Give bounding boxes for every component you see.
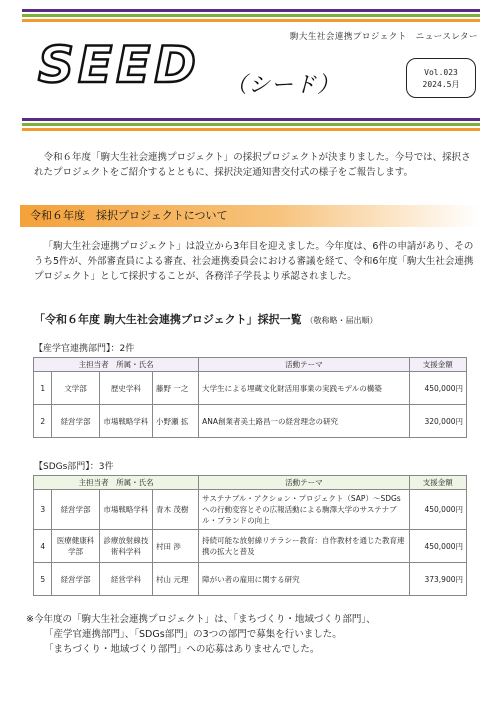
row-department: 診療放射線技術科学科 xyxy=(99,530,152,563)
row-theme: 大学生による埋蔵文化財活用事業の実践モデルの構築 xyxy=(199,372,409,405)
category-label-industry: 【産学官連携部門】：2件 xyxy=(34,344,135,354)
intro-paragraph: 令和６年度「駒大生社会連携プロジェクト」の採択プロジェクトが決まりました。今号では、採択されたプロジェクトをご紹介するとともに、採択決定通知書交付式の様子をご報告します。 xyxy=(34,152,471,178)
table-industry xyxy=(33,357,467,438)
volume-number: Vol.023 xyxy=(424,68,458,77)
table-sdgs xyxy=(33,475,467,596)
row-department: 市場戦略学科 xyxy=(99,490,152,530)
section-heading: 令和６年度 採択プロジェクトについて xyxy=(20,205,480,227)
table-row xyxy=(34,405,467,438)
row-theme: 障がい者の雇用に関する研究 xyxy=(199,563,409,596)
row-amount: 450,000円 xyxy=(409,490,467,530)
newsletter-series-label: 駒大生社会連携プロジェクト ニュースレター xyxy=(289,32,478,42)
body-paragraph: 「駒大生社会連携プロジェクト」は設立から3年目を迎えました。今年度は、6件の申請があり、そのうち5件が、外部審査員による審査、社会連携委員会における審議を経て、令和6年度「駒大生社会連携プロジェクト」として採択することが、各務洋子学長より承認されました。 xyxy=(34,241,474,282)
row-name: 藤野 一之 xyxy=(153,372,199,405)
row-name: 村田 渉 xyxy=(153,530,199,563)
row-number: 4 xyxy=(34,530,52,563)
issue-date: 2024.5月 xyxy=(422,80,460,89)
row-name: 青木 茂樹 xyxy=(153,490,199,530)
row-amount: 450,000円 xyxy=(409,372,467,405)
row-number: 1 xyxy=(34,372,52,405)
row-department: 歴史学科 xyxy=(99,372,152,405)
header-divider-band xyxy=(22,118,480,133)
col-theme: 活動テーマ xyxy=(199,358,409,372)
row-theme: サステナブル・アクション・プロジェクト（SAP）～SDGsへの行動変容とその広報活動による駒澤大学のサステナブル・ブランドの向上 xyxy=(199,490,409,530)
row-faculty: 文学部 xyxy=(52,372,99,405)
table-row xyxy=(34,563,467,596)
footnote-line: 「産学官連携部門」、「SDGs部門」の3つの部門で募集を行いました。 xyxy=(44,629,342,640)
row-number: 5 xyxy=(34,563,52,596)
row-amount: 320,000円 xyxy=(409,405,467,438)
top-stripe-band xyxy=(22,9,480,24)
row-number: 2 xyxy=(34,405,52,438)
row-faculty: 経営学部 xyxy=(52,563,99,596)
list-note: （敬称略・届出順） xyxy=(305,316,378,325)
row-department: 経営学科 xyxy=(99,563,152,596)
col-theme: 活動テーマ xyxy=(199,476,409,490)
volume-badge xyxy=(406,58,476,98)
row-amount: 373,900円 xyxy=(409,563,467,596)
list-title xyxy=(34,311,377,327)
col-amount: 支援金額 xyxy=(409,476,467,490)
newsletter-title: SEED xyxy=(38,36,200,94)
row-faculty: 経営学部 xyxy=(52,490,99,530)
row-faculty: 経営学部 xyxy=(52,405,99,438)
newsletter-subtitle: （シード） xyxy=(225,73,341,98)
table-row xyxy=(34,530,467,563)
row-theme: 持続可能な放射線リテラシー教育：自作教材を通じた教育連携の拡大と普及 xyxy=(199,530,409,563)
row-theme: ANA創業者美土路昌一の経営理念の研究 xyxy=(199,405,409,438)
col-owner: 主担当者 所属・氏名 xyxy=(34,476,199,490)
table-row xyxy=(34,490,467,530)
category-label-sdgs: 【SDGs部門】：3件 xyxy=(34,462,114,472)
row-faculty: 医療健康科学部 xyxy=(52,530,99,563)
footnote-line: 「まちづくり・地域づくり部門」への応募はありませんでした。 xyxy=(44,644,320,655)
row-number: 3 xyxy=(34,490,52,530)
col-amount: 支援金額 xyxy=(409,358,467,372)
col-owner: 主担当者 所属・氏名 xyxy=(34,358,199,372)
footnote xyxy=(26,612,482,657)
row-department: 市場戦略学科 xyxy=(99,405,152,438)
footnote-line: ※今年度の「駒大生社会連携プロジェクト」は、「まちづくり・地域づくり部門」、 xyxy=(26,614,376,625)
row-amount: 450,000円 xyxy=(409,530,467,563)
row-name: 小野瀬 拡 xyxy=(153,405,199,438)
list-title-text: 「令和６年度 駒大生社会連携プロジェクト」採択一覧 xyxy=(34,313,302,326)
table-row xyxy=(34,372,467,405)
row-name: 村山 元理 xyxy=(153,563,199,596)
